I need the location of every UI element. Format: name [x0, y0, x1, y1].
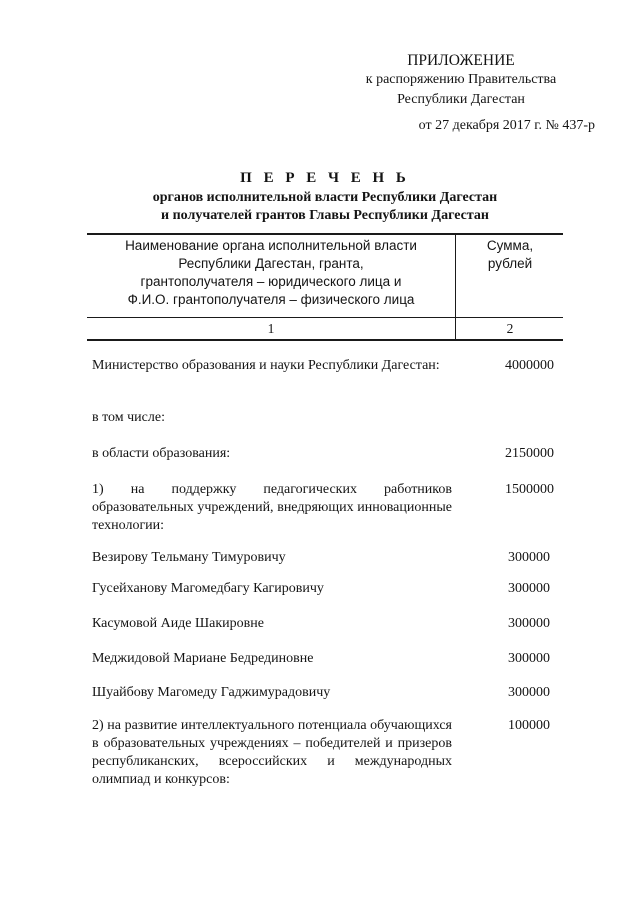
row-sum: 300000: [508, 616, 550, 631]
row-sum: 4000000: [505, 358, 554, 373]
document-subtitle-1: органов исполнительной власти Республики Дагестан: [152, 190, 498, 205]
row-sum: 300000: [508, 651, 550, 666]
table-top-rule: [87, 233, 563, 235]
row-name: 2) на развитие интеллектуального потенциала обучающихся в образовательных учреждениях – победителей и призеров республиканских, всероссийских и международных олимпиад и конкурсов:: [92, 718, 452, 787]
row-name: Меджидовой Мариане Бедрединовне: [92, 651, 314, 666]
document-title: П Е Р Е Ч Е Н Ь: [240, 170, 410, 186]
row-name: Шуайбову Магомеду Гаджимурадовичу: [92, 685, 331, 700]
row-name: 1) на поддержку педагогических работников образовательных учреждений, внедряющих инновационные технологии:: [92, 482, 452, 533]
row-sum: 1500000: [505, 482, 554, 497]
column-header-name-line: Наименование органа исполнительной власти: [125, 238, 417, 253]
table-header: [87, 233, 563, 341]
row-sum: 300000: [508, 685, 550, 700]
column-header-name-line: Республики Дагестан, гранта,: [178, 256, 364, 271]
appendix-line-2: к распоряжению Правительства: [365, 72, 557, 87]
appendix-date: от 27 декабря 2017 г. № 437-р: [418, 118, 595, 133]
table-header-rule: [87, 317, 563, 318]
row-sum: 300000: [508, 550, 550, 565]
row-sum: 100000: [508, 718, 550, 733]
column-header-name-line: Ф.И.О. грантополучателя – физического лица: [127, 292, 415, 307]
row-name: Касумовой Аиде Шакировне: [92, 616, 264, 631]
column-header-name-line: грантополучателя – юридического лица и: [140, 274, 402, 289]
row-name: Везирову Тельману Тимуровичу: [92, 550, 286, 565]
column-number-2: 2: [506, 321, 514, 336]
row-name: в области образования:: [92, 446, 231, 461]
document-subtitle-2: и получателей грантов Главы Республики Дагестан: [161, 208, 489, 223]
column-header-name: [87, 237, 455, 309]
column-header-sum-line: рублей: [487, 256, 533, 271]
row-name: Министерство образования и науки Республики Дагестан:: [92, 358, 440, 373]
appendix-title: ПРИЛОЖЕНИЕ: [407, 52, 515, 69]
table-number-rule: [87, 339, 563, 341]
row-name: в том числе:: [92, 410, 165, 425]
column-header-sum: [457, 237, 563, 273]
row-sum: 300000: [508, 581, 550, 596]
column-number-1: 1: [267, 321, 275, 336]
table-column-divider: [455, 233, 456, 341]
appendix-line-3: Республики Дагестан: [397, 92, 525, 107]
row-name: Гусейханову Магомедбагу Кагировичу: [92, 581, 324, 596]
column-header-sum-line: Сумма,: [486, 238, 534, 253]
row-sum: 2150000: [505, 446, 554, 461]
